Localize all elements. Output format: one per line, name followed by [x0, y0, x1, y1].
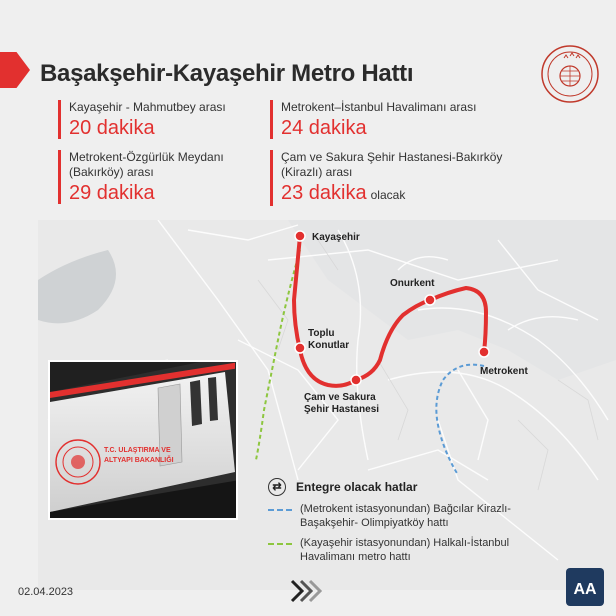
stat-metrokent-ozgurluk	[58, 150, 224, 204]
station-label-cam: Çam ve Sakura	[304, 392, 376, 403]
station-label-konutlar: Konutlar	[308, 340, 350, 351]
ministry-text-line2: ALTYAPI BAKANLIĞI	[104, 457, 174, 464]
station-label-metrokent: Metrokent	[480, 366, 528, 377]
station-label-toplu: Toplu	[308, 328, 335, 339]
stat-label: (Kirazlı) arası	[281, 165, 353, 179]
stat-label: Çam ve Sakura Şehir Hastanesi-Bakırköy	[281, 150, 503, 164]
station-onurkent-dot	[425, 295, 435, 305]
legend-item-text: (Kayaşehir istasyonundan) Halkalı-İstanbul	[300, 537, 510, 549]
legend-item-text: (Metrokent istasyonundan) Bağcılar Kirazlı-	[300, 503, 511, 515]
station-metrokent-dot	[479, 347, 489, 357]
stat-value: 24 dakika	[281, 117, 367, 139]
stat-label: (Bakırköy) arası	[69, 165, 154, 179]
train-photo	[48, 360, 238, 520]
legend-heading-row	[268, 478, 558, 496]
station-label-onurkent: Onurkent	[390, 278, 435, 289]
forward-arrows-icon	[290, 578, 326, 604]
stat-label: Metrokent–İstanbul Havalimanı arası	[281, 100, 477, 114]
swap-arrows-icon: ⇄	[268, 478, 286, 496]
stat-cam-sakura-kirazli	[270, 150, 502, 206]
station-toplu-konutlar-dot	[295, 343, 305, 353]
stat-suffix: olacak	[370, 188, 406, 202]
stat-value: 20 dakika	[69, 117, 155, 139]
stat-value-text: 23 dakika	[281, 182, 367, 204]
date-label: 02.04.2023	[18, 586, 74, 598]
stat-label: Metrokent-Özgürlük Meydanı	[69, 150, 224, 164]
station-label-sehir: Şehir Hastanesi	[304, 404, 380, 415]
stat-value: 29 dakika	[69, 182, 155, 204]
station-label-kayasehir: Kayaşehir	[312, 232, 360, 243]
legend-heading: Entegre olacak hatlar	[296, 480, 418, 494]
agency-logo-text: AA	[573, 581, 597, 598]
accent-bar	[0, 52, 30, 88]
anadolu-agency-logo-icon	[566, 568, 604, 606]
stat-metrokent-havalimani	[270, 100, 476, 139]
legend	[268, 478, 558, 564]
station-cam-sakura-dot	[351, 375, 361, 385]
stat-label: Kayaşehir - Mahmutbey arası	[69, 100, 226, 114]
page-title: Başakşehir-Kayaşehir Metro Hattı	[40, 60, 414, 87]
legend-item-text: Başakşehir- Olimpiyatköy hattı	[300, 517, 449, 529]
legend-item-blue	[268, 502, 558, 530]
green-dashed-line-icon	[268, 543, 292, 545]
ministry-text-line1: T.C. ULAŞTIRMA VE	[104, 447, 171, 454]
stat-kayasehir-mahmutbey	[58, 100, 226, 139]
ministry-logo-icon	[540, 44, 600, 104]
blue-dashed-line-icon	[268, 509, 292, 511]
stat-value	[281, 182, 502, 206]
legend-item-text: Havalimanı metro hattı	[300, 551, 411, 563]
station-kayasehir-dot	[295, 231, 305, 241]
legend-item-green	[268, 536, 558, 564]
